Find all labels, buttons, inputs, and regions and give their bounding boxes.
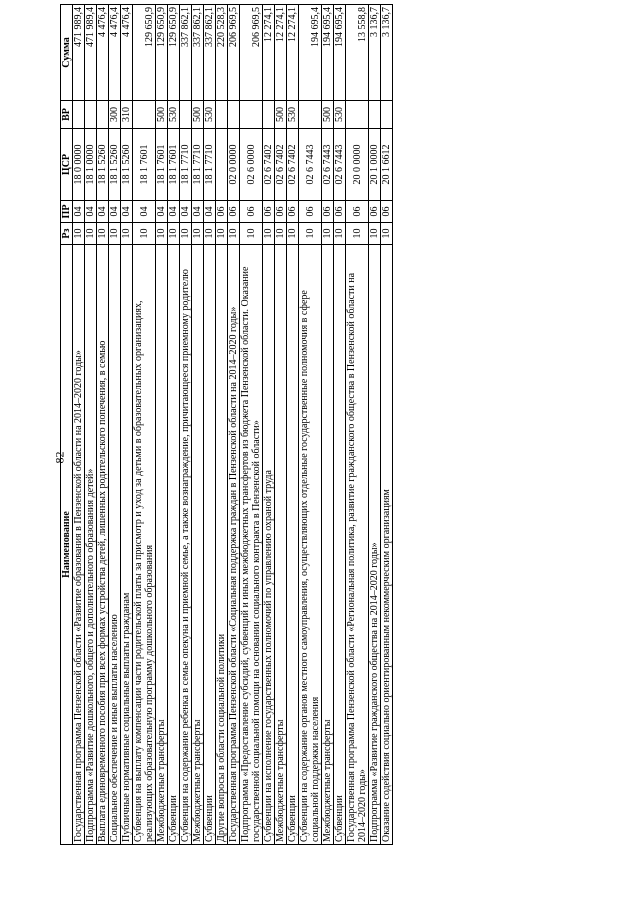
- cell-csr: 02 6 7402: [275, 129, 287, 201]
- cell-name: Подпрограмма «Предоставление субсидий, субвенций и иных межбюджетных трансфертов из бюджета Пензенской области. Оказание государственной социальной помощи на основании социального контракта в Пензенской области»: [240, 245, 263, 845]
- cell-name: Оказание содействия социально ориентированным некоммерческим организациям: [381, 245, 393, 845]
- cell-rz: 10: [73, 223, 85, 245]
- cell-vr: [240, 101, 263, 129]
- cell-rz: 10: [322, 223, 334, 245]
- header-csr: ЦСР: [61, 129, 73, 201]
- table-row: [369, 5, 381, 845]
- cell-sum: 4 476,4: [109, 5, 121, 101]
- cell-pr: 06: [216, 201, 228, 223]
- table-row: [240, 5, 263, 845]
- table-row: [275, 5, 287, 845]
- cell-pr: 06: [334, 201, 346, 223]
- cell-pr: 04: [73, 201, 85, 223]
- cell-vr: 500: [322, 101, 334, 129]
- cell-pr: 06: [275, 201, 287, 223]
- cell-name: Государственная программа Пензенской области «Региональная политика, развитие гражданского общества в Пензенской области на 2014–2020 годы»: [346, 245, 369, 845]
- table-row: [346, 5, 369, 845]
- cell-name: Социальное обеспечение и иные выплаты населению: [109, 245, 121, 845]
- cell-rz: 10: [97, 223, 109, 245]
- cell-sum: 337 862,1: [192, 5, 204, 101]
- cell-pr: 06: [322, 201, 334, 223]
- cell-name: Субвенции: [168, 245, 180, 845]
- table-row: [109, 5, 121, 845]
- cell-sum: 12 274,1: [263, 5, 275, 101]
- table-row: [299, 5, 322, 845]
- cell-rz: 10: [156, 223, 168, 245]
- cell-pr: 04: [97, 201, 109, 223]
- cell-csr: 02 6 7443: [322, 129, 334, 201]
- cell-rz: 10: [381, 223, 393, 245]
- cell-rz: 10: [228, 223, 240, 245]
- cell-pr: 04: [204, 201, 216, 223]
- cell-csr: 18 1 0000: [85, 129, 97, 201]
- cell-vr: 500: [156, 101, 168, 129]
- cell-sum: 471 989,4: [73, 5, 85, 101]
- cell-name: Субвенции: [334, 245, 346, 845]
- cell-vr: 530: [204, 101, 216, 129]
- cell-name: Выплата единовременного пособия при всех формах устройства детей, лишенных родительского попечения, в семью: [97, 245, 109, 845]
- cell-rz: 10: [192, 223, 204, 245]
- cell-sum: 129 650,9: [168, 5, 180, 101]
- cell-rz: 10: [275, 223, 287, 245]
- cell-csr: 18 1 7710: [192, 129, 204, 201]
- cell-vr: 500: [275, 101, 287, 129]
- cell-csr: 18 1 7601: [168, 129, 180, 201]
- cell-sum: 220 528,3: [216, 5, 228, 101]
- cell-rz: 10: [369, 223, 381, 245]
- cell-csr: 18 1 5260: [109, 129, 121, 201]
- cell-pr: 04: [192, 201, 204, 223]
- cell-sum: 4 476,4: [97, 5, 109, 101]
- cell-rz: 10: [299, 223, 322, 245]
- cell-sum: 337 862,1: [204, 5, 216, 101]
- cell-name: Субвенции на содержание органов местного самоуправления, осуществляющих отдельные государственные полномочия в сфере социальной поддержки населения: [299, 245, 322, 845]
- cell-rz: 10: [334, 223, 346, 245]
- cell-csr: 20 0 0000: [346, 129, 369, 201]
- cell-rz: 10: [287, 223, 299, 245]
- table-row: [381, 5, 393, 845]
- cell-pr: 04: [180, 201, 192, 223]
- table-row: [121, 5, 133, 845]
- cell-sum: 194 695,4: [322, 5, 334, 101]
- table-row: [97, 5, 109, 845]
- cell-pr: 04: [109, 201, 121, 223]
- cell-rz: 10: [216, 223, 228, 245]
- cell-csr: 02 6 7402: [287, 129, 299, 201]
- cell-rz: 10: [263, 223, 275, 245]
- cell-vr: [85, 101, 97, 129]
- cell-name: Подпрограмма «Развитие гражданского общества на 2014–2020 годы»: [369, 245, 381, 845]
- table-row: [204, 5, 216, 845]
- cell-vr: [381, 101, 393, 129]
- cell-sum: 194 695,4: [334, 5, 346, 101]
- cell-sum: 3 136,7: [381, 5, 393, 101]
- cell-name: Субвенции на исполнение государственных полномочий по управлению охраной труда: [263, 245, 275, 845]
- cell-csr: 18 1 7710: [204, 129, 216, 201]
- cell-vr: [369, 101, 381, 129]
- cell-csr: 18 0 0000: [73, 129, 85, 201]
- cell-csr: 02 6 7443: [299, 129, 322, 201]
- cell-vr: [133, 101, 156, 129]
- table-body: [73, 5, 393, 845]
- cell-csr: 02 6 0000: [240, 129, 263, 201]
- table-row: [192, 5, 204, 845]
- cell-csr: 02 6 7402: [263, 129, 275, 201]
- cell-name: Субвенции: [204, 245, 216, 845]
- cell-csr: 02 6 7443: [334, 129, 346, 201]
- cell-csr: 18 1 5260: [97, 129, 109, 201]
- table-row: [228, 5, 240, 845]
- cell-pr: 04: [121, 201, 133, 223]
- cell-sum: 206 969,5: [240, 5, 263, 101]
- cell-csr: 20 1 0000: [369, 129, 381, 201]
- cell-sum: 129 650,9: [133, 5, 156, 101]
- cell-vr: 530: [168, 101, 180, 129]
- cell-vr: [228, 101, 240, 129]
- cell-name: Публичные нормативные социальные выплаты гражданам: [121, 245, 133, 845]
- cell-pr: 06: [369, 201, 381, 223]
- cell-vr: [263, 101, 275, 129]
- cell-rz: 10: [180, 223, 192, 245]
- cell-pr: 06: [263, 201, 275, 223]
- cell-rz: 10: [346, 223, 369, 245]
- table-row: [168, 5, 180, 845]
- cell-rz: 10: [240, 223, 263, 245]
- cell-pr: 06: [240, 201, 263, 223]
- header-name: Наименование: [61, 245, 73, 845]
- cell-vr: [299, 101, 322, 129]
- header-rz: Рз: [61, 223, 73, 245]
- cell-sum: 3 136,7: [369, 5, 381, 101]
- cell-name: Межбюджетные трансферты: [156, 245, 168, 845]
- cell-sum: 471 989,4: [85, 5, 97, 101]
- page-number: 82: [52, 451, 67, 464]
- header-vr: ВР: [61, 101, 73, 129]
- table-row: [180, 5, 192, 845]
- cell-csr: 18 1 5260: [121, 129, 133, 201]
- cell-sum: 206 969,5: [228, 5, 240, 101]
- cell-vr: 530: [334, 101, 346, 129]
- cell-sum: 12 274,1: [287, 5, 299, 101]
- cell-rz: 10: [121, 223, 133, 245]
- cell-vr: [73, 101, 85, 129]
- table-row: [216, 5, 228, 845]
- table-row: [263, 5, 275, 845]
- cell-csr: 18 1 7601: [133, 129, 156, 201]
- cell-vr: [180, 101, 192, 129]
- table-row: [133, 5, 156, 845]
- table-header-row: [61, 5, 73, 845]
- cell-csr: 20 1 6612: [381, 129, 393, 201]
- cell-vr: 500: [192, 101, 204, 129]
- cell-name: Субвенция на выплату компенсации части родительской платы за присмотр и уход за детьми в образовательных организациях, реализующих образовательную программу дошкольного образования: [133, 245, 156, 845]
- table-row: [156, 5, 168, 845]
- cell-pr: 06: [287, 201, 299, 223]
- cell-rz: 10: [168, 223, 180, 245]
- table-row: [287, 5, 299, 845]
- cell-pr: 04: [156, 201, 168, 223]
- cell-name: Субвенция на содержание ребенка в семье опекуна и приемной семье, а также вознаграждение, причитающееся приемному родителю: [180, 245, 192, 845]
- table-row: [334, 5, 346, 845]
- cell-rz: 10: [109, 223, 121, 245]
- cell-vr: [216, 101, 228, 129]
- cell-rz: 10: [204, 223, 216, 245]
- budget-table: [60, 4, 393, 845]
- cell-sum: 4 476,4: [121, 5, 133, 101]
- cell-sum: 12 274,1: [275, 5, 287, 101]
- cell-sum: 337 862,1: [180, 5, 192, 101]
- cell-pr: 06: [346, 201, 369, 223]
- cell-pr: 04: [168, 201, 180, 223]
- cell-csr: 18 1 7710: [180, 129, 192, 201]
- table-row: [85, 5, 97, 845]
- cell-name: Субвенции: [287, 245, 299, 845]
- cell-rz: 10: [133, 223, 156, 245]
- cell-name: Межбюджетные трансферты: [192, 245, 204, 845]
- cell-pr: 04: [85, 201, 97, 223]
- cell-pr: 06: [228, 201, 240, 223]
- cell-vr: 530: [287, 101, 299, 129]
- cell-sum: 194 695,4: [299, 5, 322, 101]
- cell-name: Межбюджетные трансферты: [275, 245, 287, 845]
- cell-pr: 04: [133, 201, 156, 223]
- table-row: [73, 5, 85, 845]
- cell-name: Государственная программа Пензенской области «Развитие образования в Пензенской области на 2014–2020 годы»: [73, 245, 85, 845]
- header-sum: Сумма: [61, 5, 73, 101]
- table-row: [322, 5, 334, 845]
- cell-name: Межбюджетные трансферты: [322, 245, 334, 845]
- cell-csr: 18 1 7601: [156, 129, 168, 201]
- cell-csr: [216, 129, 228, 201]
- cell-rz: 10: [85, 223, 97, 245]
- cell-sum: 129 650,9: [156, 5, 168, 101]
- cell-pr: 06: [381, 201, 393, 223]
- cell-name: Подпрограмма «Развитие дошкольного, общего и дополнительного образования детей»: [85, 245, 97, 845]
- cell-vr: 300: [109, 101, 121, 129]
- cell-sum: 13 558,8: [346, 5, 369, 101]
- cell-vr: [97, 101, 109, 129]
- header-pr: ПР: [61, 201, 73, 223]
- cell-vr: [346, 101, 369, 129]
- cell-csr: 02 0 0000: [228, 129, 240, 201]
- cell-name: Другие вопросы в области социальной политики: [216, 245, 228, 845]
- cell-pr: 06: [299, 201, 322, 223]
- cell-name: Государственная программа Пензенской области «Социальная поддержка граждан в Пензенской области на 2014–2020 годы»: [228, 245, 240, 845]
- cell-vr: 310: [121, 101, 133, 129]
